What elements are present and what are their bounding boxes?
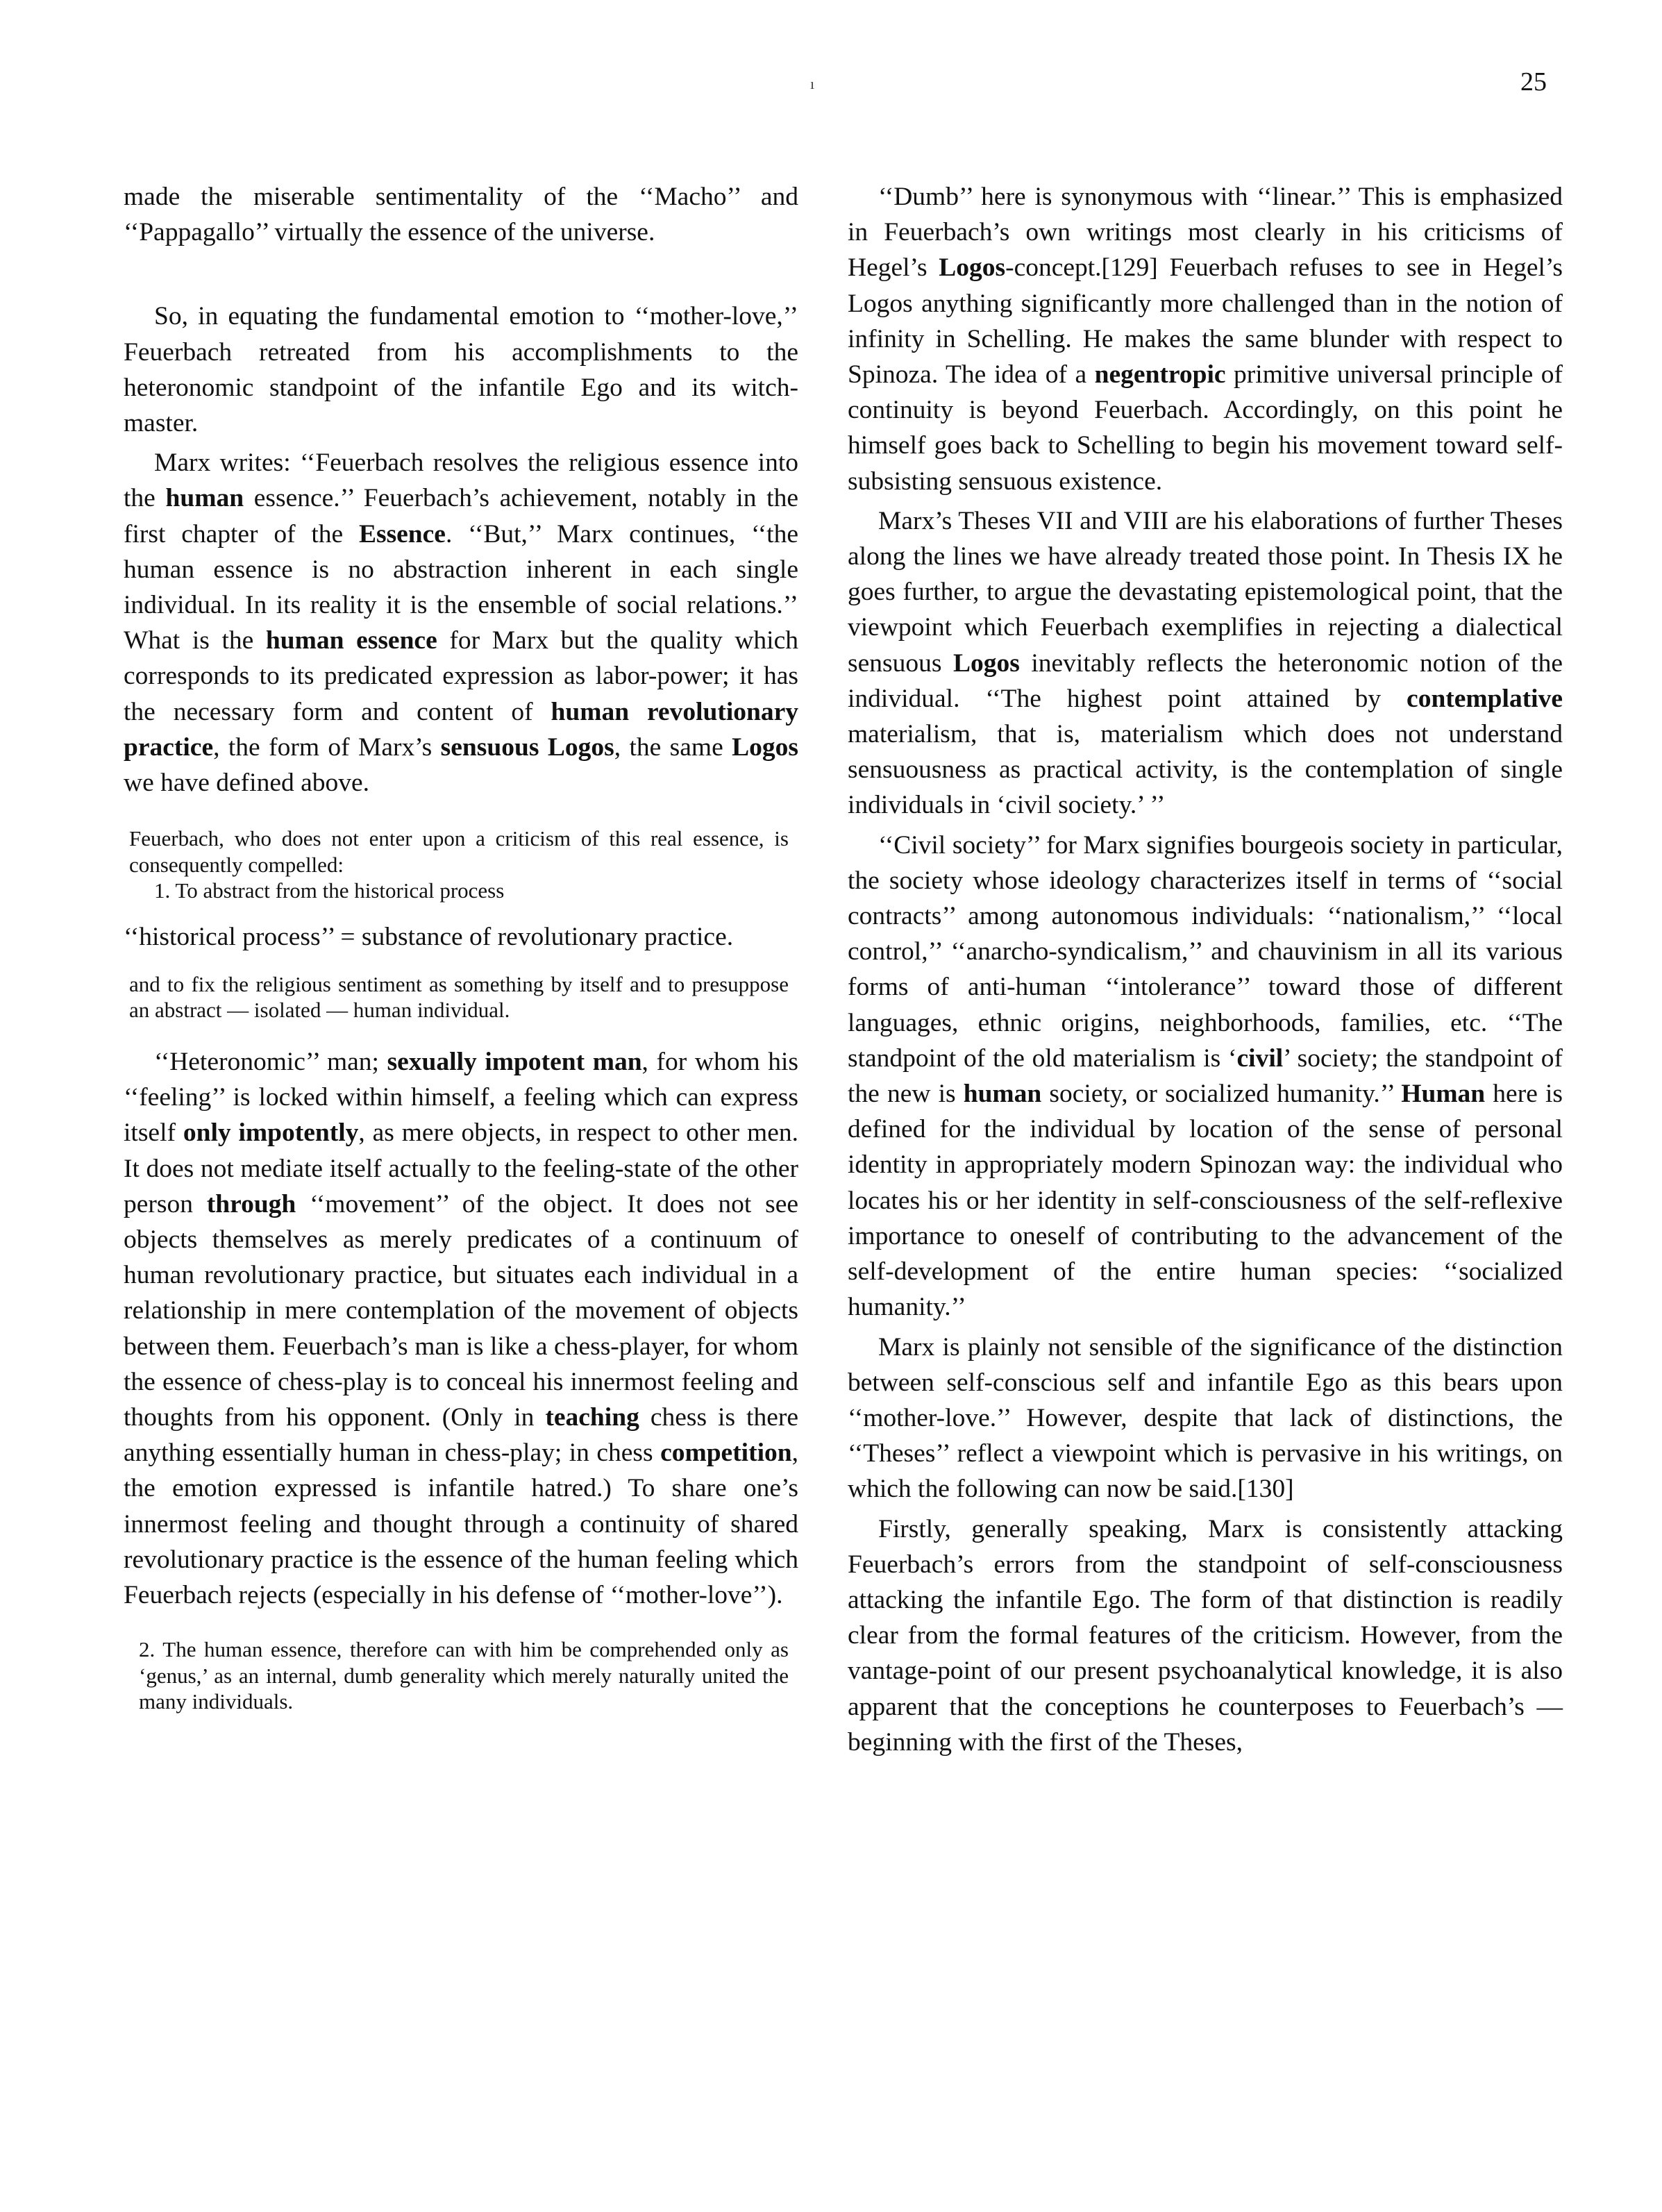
quote-text: 2. The human essence, therefore can with him be comprehended only as ‘genus,’ as an internal, dumb generality which merely naturally united the many individuals.: [139, 1637, 789, 1714]
page-number: 25: [1520, 67, 1547, 97]
block-quote-human-essence: [139, 1636, 789, 1715]
paragraph-dumb-linear: ‘‘Dumb’’ here is synonymous with ‘‘linear.’’ This is emphasized in Feuerbach’s own writings most clearly in his criticisms of Hegel’s Logos-concept.[129] Feuerbach refuses to see in Hegel’s Logos anything significantly more challenged than in the notion of infinity in Schelling. He makes the same blunder with respect to Spinoza. The idea of a negentropic primitive universal principle of continuity is beyond Feuerbach. Accordingly, on this point he himself goes back to Schelling to begin his movement toward self-subsisting sensuous existence.: [848, 183, 1563, 496]
paragraph-historical-process: ‘‘historical process’’ = substance of revolutionary practice.: [124, 922, 734, 951]
paragraph-mother-love: So, in equating the fundamental emotion to ‘‘mother-love,’’ Feuerbach retreated from his accomplishments to the heteronomic standpoint of the infantile Ego and its witch-master.: [124, 302, 798, 438]
block-quote-feuerbach: [129, 826, 789, 904]
right-column: [848, 179, 1563, 1760]
stray-mark: ı: [810, 75, 815, 92]
quote-text: Feuerbach, who does not enter upon a criticism of this real essence, is consequently compelled:: [129, 826, 789, 877]
paragraph-firstly: Firstly, generally speaking, Marx is consistently attacking Feuerbach’s errors from the standpoint of self-consciousness attacking the infantile Ego. The form of that distinction is readily clear from the formal features of the criticism. However, from the vantage-point of our present psychoanalytical knowledge, it is also apparent that the conceptions he counterposes to Feuerbach’s — beginning with the first of the Theses,: [848, 1514, 1563, 1757]
quote-list-item-1: 1. To abstract from the historical process: [154, 878, 505, 903]
block-quote-religious-sentiment: [129, 971, 789, 1023]
paragraph-civil-society: ‘‘Civil society’’ for Marx signifies bourgeois society in particular, the society whose ideology characterizes itself in terms of ‘‘social contracts’’ among autonomous individuals: ‘‘nationalism,’’ ‘‘local control,’’ ‘‘anarcho-syndicalism,’’ and chauvinism in all its various forms of anti-human ‘‘intolerance’’ toward those of different languages, ethnic origins, neighborhoods, families, etc. ‘‘The standpoint of the old materialism is ‘civil’ society; the standpoint of the new is human society, or socialized humanity.’’ Human here is defined for the individual by location of the sense of personal identity in appropriately modern Spinozan way: the individual who locates his or her identity in self-consciousness of the self-reflexive importance to oneself of contributing to the advancement of the self-development of the entire human species: ‘‘socialized humanity.’’: [848, 830, 1563, 1322]
paragraph-marx-writes: Marx writes: ‘‘Feuerbach resolves the religious essence into the human essence.’’ Feuerbach’s achievement, notably in the first chapter of the Essence. ‘‘But,’’ Marx continues, ‘‘the human essence is no abstraction inherent in each single individual. In its reality it is the ensemble of social relations.’’ What is the human essence for Marx but the quality which corresponds to its predicated expression as labor-power; it has the necessary form and content of human revolutionary practice, the form of Marx’s sensuous Logos, the same Logos we have defined above.: [124, 449, 798, 798]
paragraph-marx-not-sensible: Marx is plainly not sensible of the significance of the distinction between self-conscious self and infantile Ego as this bears upon ‘‘mother-love.’’ However, despite that lack of distinctions, the ‘‘Theses’’ reflect a viewpoint which is pervasive in his writings, on which the following can now be said.[130]: [848, 1332, 1563, 1504]
quote-text: and to fix the religious sentiment as something by itself and to presuppose an abstract — isolated — human individual.: [129, 971, 789, 1023]
paragraph-continued: made the miserable sentimentality of the ‘‘Macho’’ and ‘‘Pappagallo’’ virtually the essence of the universe.: [124, 183, 798, 247]
paragraph-theses-vii-viii: Marx’s Theses VII and VIII are his elaborations of further Theses along the lines we have already treated those point. In Thesis IX he goes further, to argue the devastating epistemological point, that the viewpoint which Feuerbach exemplifies in rejecting a dialectical sensuous Logos inevitably reflects the heteronomic notion of the individual. ‘‘The highest point attained by contemplative materialism, that is, materialism which does not understand sensuousness as practical activity, is the contemplation of single individuals in ‘civil society.’ ’’: [848, 506, 1563, 820]
paragraph-heteronomic-man: ‘‘Heteronomic’’ man; sexually impotent man, for whom his ‘‘feeling’’ is locked within himself, a feeling which can express itself only impotently, as mere objects, in respect to other men. It does not mediate itself actually to the feeling-state of the other person through ‘‘movement’’ of the object. It does not see objects themselves as merely predicates of a continuum of human revolutionary practice, but situates each individual in a relationship in mere contemplation of the movement of objects between them. Feuerbach’s man is like a chess-player, for whom the essence of chess-play is to conceal his innermost feeling and thoughts from his opponent. (Only in teaching chess is there anything essentially human in chess-play; in chess competition, the emotion expressed is infantile hatred.) To share one’s innermost feeling and thought through a continuity of shared revolutionary practice is the essence of the human feeling which Feuerbach rejects (especially in his defense of ‘‘mother-love’’).: [124, 1047, 798, 1609]
left-column: [124, 179, 798, 1715]
